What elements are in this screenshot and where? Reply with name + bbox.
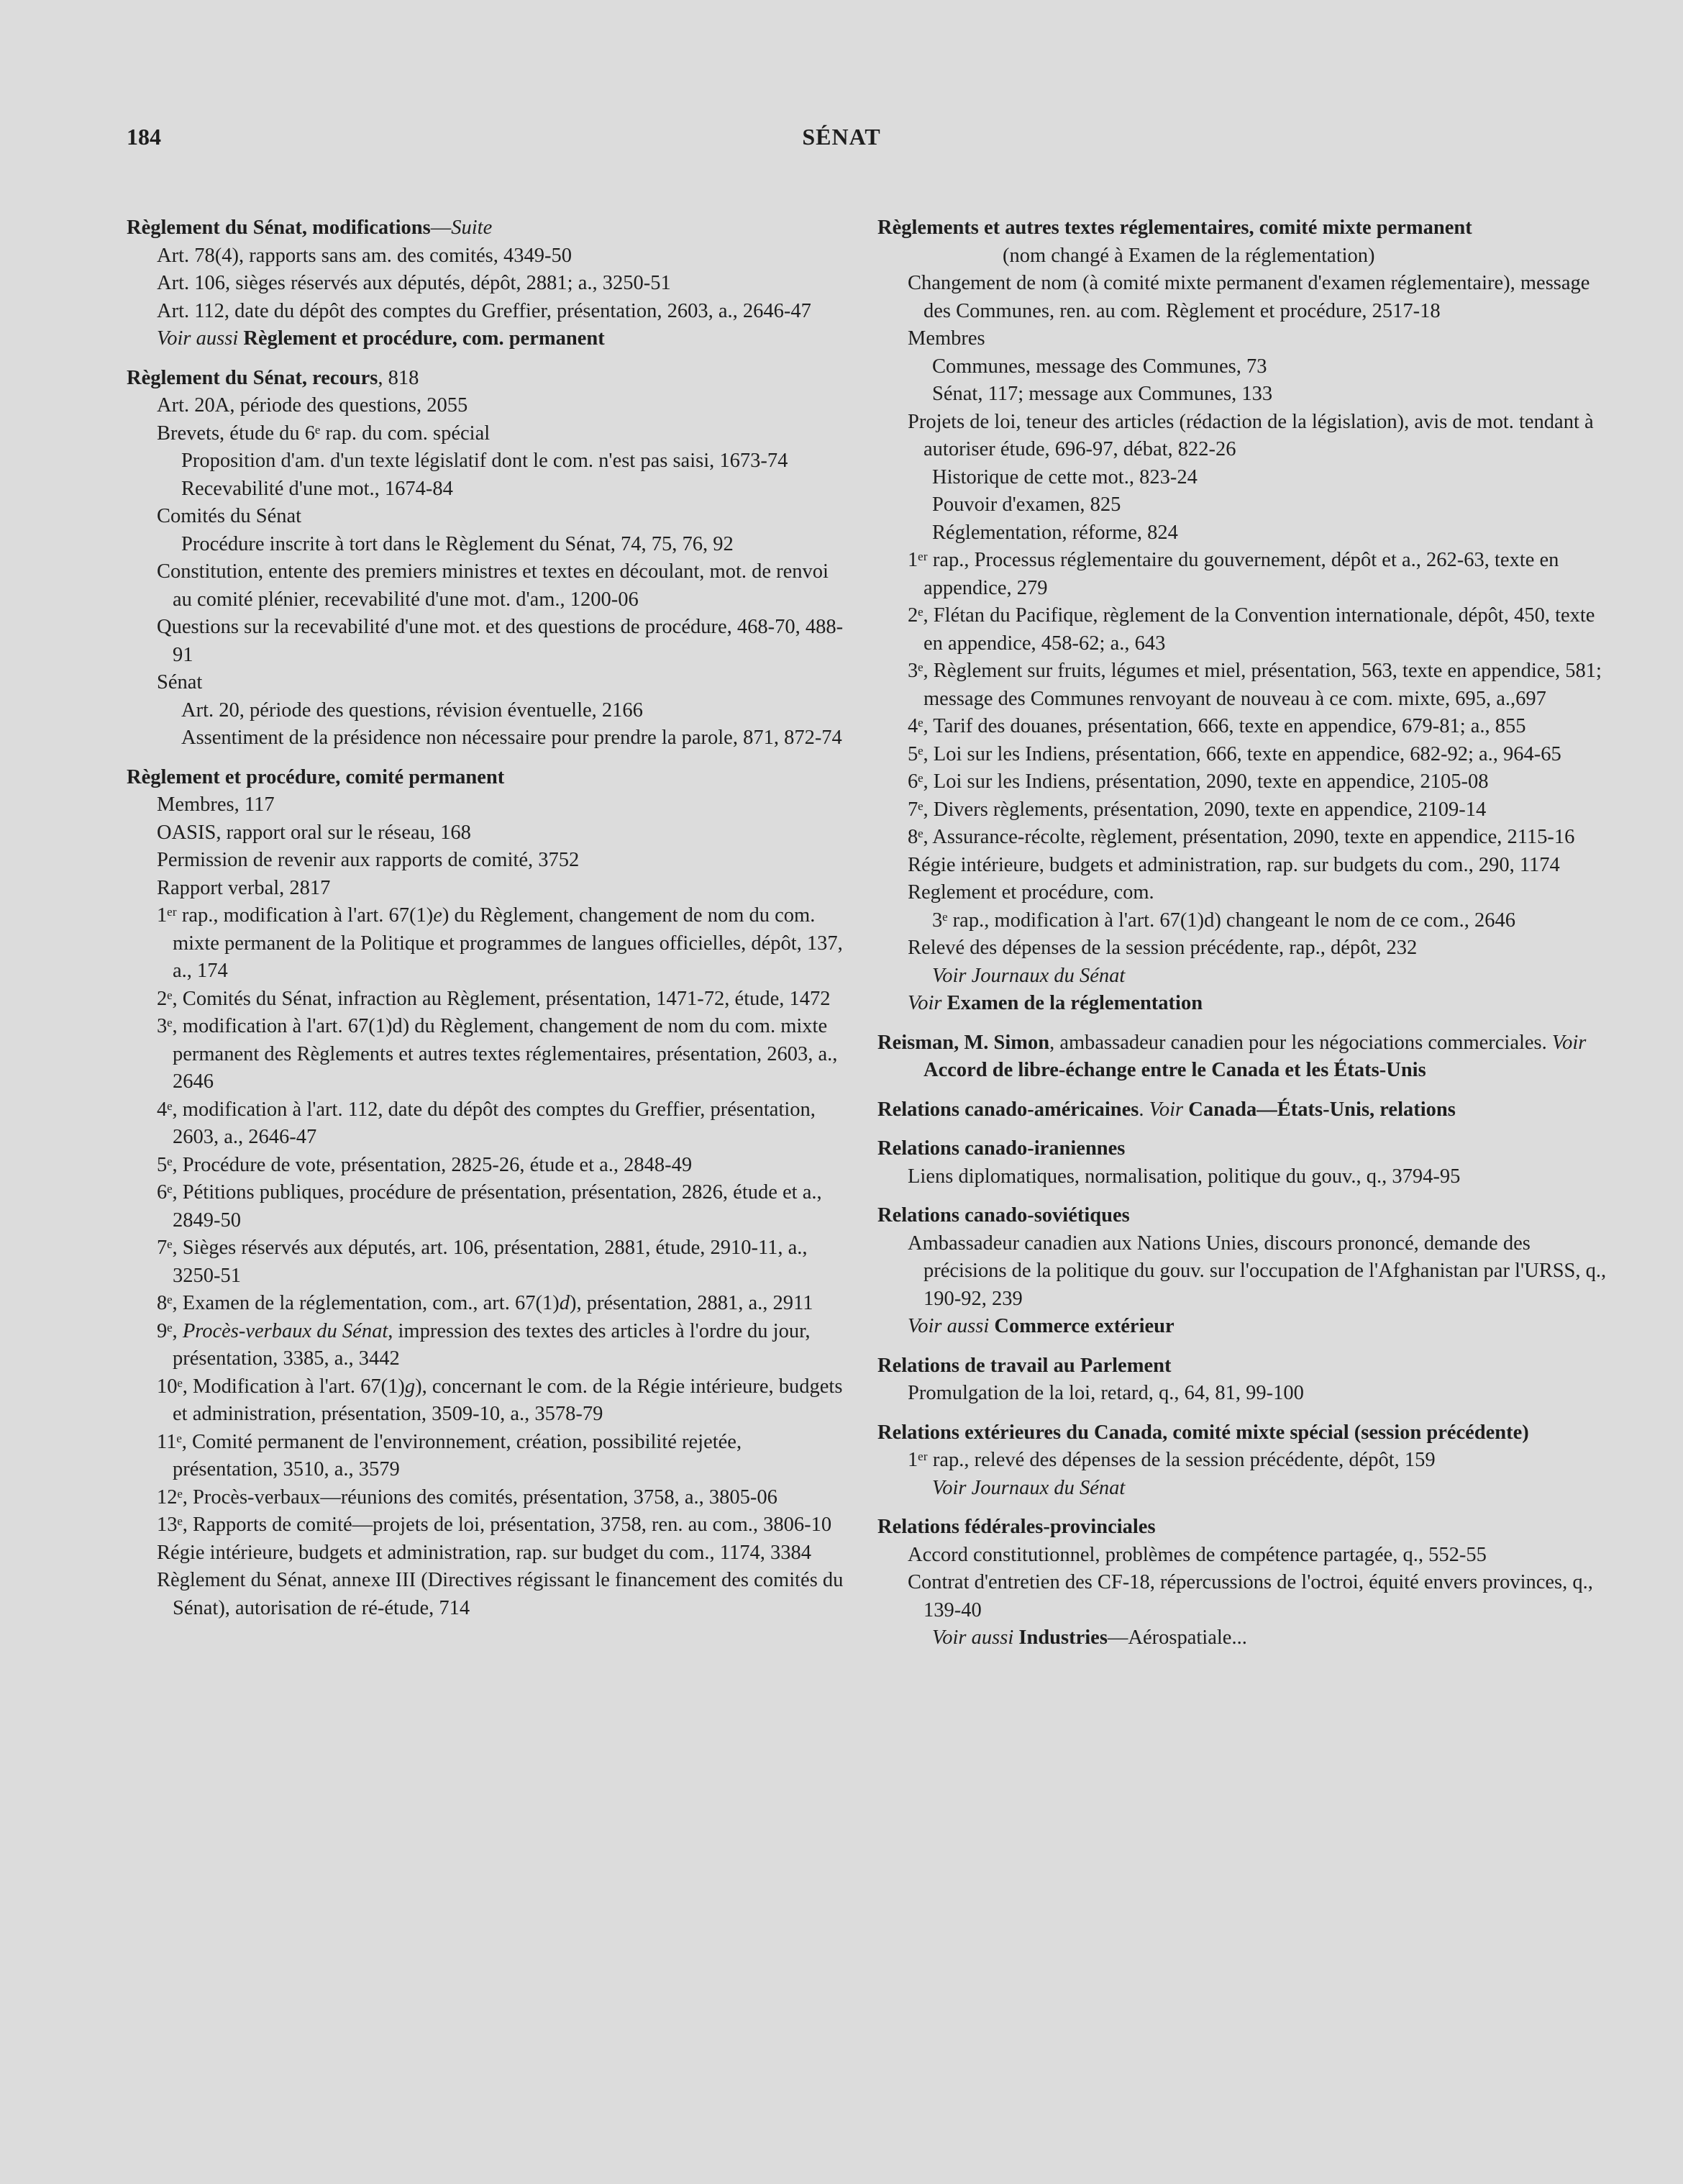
sub-sub-entry: Procédure inscrite à tort dans le Règlement du Sénat, 74, 75, 76, 92 <box>181 532 734 555</box>
entry-heading: Relations canado-iraniennes <box>877 1137 1126 1160</box>
sub-entry: Projets de loi, teneur des articles (rédaction de la législation), avis de mot. tendant à autoriser étude, 696-97, débat, 822-26 <box>908 410 1594 460</box>
report-entry: 4ᵉ, modification à l'art. 112, date du dépôt des comptes du Greffier, présentation, 2603, a., 2646-47 <box>157 1098 816 1148</box>
sub-sub-entry: Pouvoir d'examen, 825 <box>932 493 1121 516</box>
sub-entry: Brevets, étude du 6ᵉ rap. du com. spécial <box>157 422 491 445</box>
see-also-reference: Voir aussi Industries—Aérospatiale... <box>932 1626 1247 1649</box>
report-entry: 2ᵉ, Flétan du Pacifique, règlement de la Convention internationale, dépôt, 450, texte en appendice, 458-62; a., 643 <box>908 604 1595 655</box>
sub-entry: Changement de nom (à comité mixte permanent d'examen réglementaire), message des Communes, ren. au com. Règlement et procédure, 2517-18 <box>908 272 1590 322</box>
index-entry <box>877 1096 1611 1124</box>
sub-entry: Règlement du Sénat, annexe III (Directives régissant le financement des comités du Sénat), autorisation de ré-étude, 714 <box>157 1569 844 1619</box>
entry-heading: Règlement et procédure, comité permanent <box>127 765 505 788</box>
entry-heading: Reisman, M. Simon, ambassadeur canadien pour les négociations commerciales. Voir Accord de libre-échange entre le Canada et les États-Unis <box>877 1031 1587 1081</box>
report-entry: 10ᵉ, Modification à l'art. 67(1)g), concernant le com. de la Régie intérieure, budgets et administration, présentation, 3509-10, a., 3578-79 <box>157 1375 843 1425</box>
sub-entry: Constitution, entente des premiers ministres et textes en découlant, mot. de renvoi au comité plénier, recevabilité d'une mot. d'am., 1200-06 <box>157 560 829 611</box>
index-entry <box>877 1419 1611 1503</box>
sub-entry: OASIS, rapport oral sur le réseau, 168 <box>157 821 471 844</box>
sub-entry: Comités du Sénat <box>157 505 302 527</box>
report-entry: 11ᵉ, Comité permanent de l'environnement, création, possibilité rejetée, présentation, 3510, a., 3579 <box>157 1430 742 1480</box>
index-entry <box>877 1029 1611 1085</box>
sub-sub-entry: Recevabilité d'une mot., 1674-84 <box>181 477 453 500</box>
sub-entry: Régie intérieure, budgets et administration, rap. sur budget du com., 1174, 3384 <box>157 1541 811 1564</box>
sub-entry: Promulgation de la loi, retard, q., 64, 81, 99-100 <box>908 1382 1304 1404</box>
sub-entry: Sénat <box>157 671 203 693</box>
sub-entry: Contrat d'entretien des CF-18, répercussions de l'octroi, équité envers provinces, q., 139-40 <box>908 1571 1593 1621</box>
sub-entry: Relevé des dépenses de la session précédente, rap., dépôt, 232 <box>908 937 1418 959</box>
sub-entry: Liens diplomatiques, normalisation, politique du gouv., q., 3794-95 <box>908 1165 1461 1188</box>
sub-entry: Rapport verbal, 2817 <box>157 876 331 899</box>
sub-sub-entry: 3ᵉ rap., modification à l'art. 67(1)d) changeant le nom de ce com., 2646 <box>932 909 1515 932</box>
sub-entry: Permission de revenir aux rapports de comité, 3752 <box>157 849 580 871</box>
entry-heading: Règlements et autres textes réglementaires, comité mixte permanent <box>877 217 1472 239</box>
index-entry <box>877 1514 1611 1652</box>
report-entry: 5ᵉ, Loi sur les Indiens, présentation, 666, texte en appendice, 682-92; a., 964-65 <box>908 742 1561 765</box>
sub-entry: Art. 78(4), rapports sans am. des comités, 4349-50 <box>157 244 573 267</box>
report-entry: 1ᵉʳ rap., relevé des dépenses de la session précédente, dépôt, 159 <box>908 1449 1436 1471</box>
running-head: SÉNAT <box>802 124 881 150</box>
sub-sub-entry: Proposition d'am. d'un texte législatif dont le com. n'est pas saisi, 1673-74 <box>181 450 788 472</box>
entry-heading: Règlement du Sénat, recours, 818 <box>127 366 419 389</box>
sub-sub-entry: Assentiment de la présidence non nécessaire pour prendre la parole, 871, 872-74 <box>181 727 842 749</box>
report-entry: 12ᵉ, Procès-verbaux—réunions des comités, présentation, 3758, a., 3805-06 <box>157 1485 777 1509</box>
see-reference: Voir Examen de la réglementation <box>908 992 1203 1014</box>
sub-entry: Questions sur la recevabilité d'une mot. et des questions de procédure, 468-70, 488-91 <box>157 616 844 666</box>
entry-note: (nom changé à Examen de la réglementation) <box>1003 244 1375 267</box>
report-entry: 1ᵉʳ rap., Processus réglementaire du gouvernement, dépôt et a., 262-63, texte en appendice, 279 <box>908 549 1559 599</box>
index-entry <box>127 365 846 752</box>
entry-heading: Règlement du Sénat, modifications—Suite <box>127 217 493 239</box>
report-entry: 3ᵉ, modification à l'art. 67(1)d) du Règlement, changement de nom du com. mixte permanent des Règlements et autres textes réglementaires, présentation, 2603, a., 2646 <box>157 1015 838 1093</box>
sub-entry: Membres, 117 <box>157 793 275 816</box>
index-entry <box>877 1135 1611 1191</box>
sub-entry: Régie intérieure, budgets et administration, rap. sur budgets du com., 290, 1174 <box>908 853 1560 876</box>
entry-heading: Relations de travail au Parlement <box>877 1354 1172 1377</box>
index-entry <box>127 214 846 353</box>
sub-entry: Reglement et procédure, com. <box>908 881 1154 904</box>
report-entry: 8ᵉ, Assurance-récolte, règlement, présentation, 2090, texte en appendice, 2115-16 <box>908 826 1575 848</box>
sub-entry: Membres <box>908 327 985 350</box>
sub-sub-entry: Réglementation, réforme, 824 <box>932 521 1178 544</box>
right-column <box>877 214 1611 1664</box>
report-entry: 2ᵉ, Comités du Sénat, infraction au Règlement, présentation, 1471-72, étude, 1472 <box>157 987 831 1010</box>
report-entry: 1ᵉʳ rap., modification à l'art. 67(1)e) du Règlement, changement de nom du com. mixte permanent de la Politique et programmes de langues officielles, dépôt, 137, a., 174 <box>157 904 843 982</box>
see-reference: Voir Journaux du Sénat <box>932 964 1126 987</box>
report-entry: 9ᵉ, Procès-verbaux du Sénat, impression des textes des articles à l'ordre du jour, présentation, 3385, a., 3442 <box>157 1319 811 1370</box>
report-entry: 13ᵉ, Rapports de comité—projets de loi, présentation, 3758, ren. au com., 3806-10 <box>157 1514 832 1536</box>
entry-heading: Relations canado-américaines. Voir Canada—États-Unis, relations <box>877 1098 1456 1121</box>
sub-entry: Art. 112, date du dépôt des comptes du Greffier, présentation, 2603, a., 2646-47 <box>157 299 811 322</box>
sub-entry: Art. 106, sièges réservés aux députés, dépôt, 2881; a., 3250-51 <box>157 272 671 294</box>
sub-entry: Accord constitutionnel, problèmes de compétence partagée, q., 552-55 <box>908 1543 1487 1566</box>
index-entry <box>877 1352 1611 1408</box>
left-column <box>127 214 846 1634</box>
sub-sub-entry: Sénat, 117; message aux Communes, 133 <box>932 383 1273 405</box>
index-entry <box>877 214 1611 1018</box>
sub-sub-entry: Communes, message des Communes, 73 <box>932 355 1267 378</box>
index-entry <box>877 1202 1611 1341</box>
report-entry: 6ᵉ, Pétitions publiques, procédure de présentation, présentation, 2826, étude et a., 2849-50 <box>157 1181 822 1232</box>
sub-sub-entry: Art. 20, période des questions, révision éventuelle, 2166 <box>181 699 643 722</box>
report-entry: 7ᵉ, Sièges réservés aux députés, art. 106, présentation, 2881, étude, 2910-11, a., 3250-51 <box>157 1237 808 1287</box>
see-also-reference: Voir aussi Commerce extérieur <box>908 1315 1175 1337</box>
page-number: 184 <box>127 124 161 150</box>
sub-entry: Ambassadeur canadien aux Nations Unies, discours prononcé, demande des précisions de la politique du gouv. sur l'occupation de l'Afghanistan par l'URSS, q., 190-92, 239 <box>908 1232 1607 1310</box>
index-entry <box>127 764 846 1623</box>
entry-heading: Relations fédérales-provinciales <box>877 1516 1156 1538</box>
report-entry: 8ᵉ, Examen de la réglementation, com., art. 67(1)d), présentation, 2881, a., 2911 <box>157 1292 813 1314</box>
sub-sub-entry: Historique de cette mot., 823-24 <box>932 465 1198 488</box>
entry-heading: Relations extérieures du Canada, comité mixte spécial (session précédente) <box>877 1421 1529 1444</box>
report-entry: 5ᵉ, Procédure de vote, présentation, 2825-26, étude et a., 2848-49 <box>157 1153 693 1176</box>
report-entry: 7ᵉ, Divers règlements, présentation, 2090, texte en appendice, 2109-14 <box>908 798 1487 821</box>
report-entry: 3ᵉ, Règlement sur fruits, légumes et miel, présentation, 563, texte en appendice, 581; message des Communes renvoyant de nouveau à ce com. mixte, 695, a.,697 <box>908 660 1602 710</box>
see-reference: Voir Journaux du Sénat <box>932 1476 1126 1499</box>
sub-entry: Art. 20A, période des questions, 2055 <box>157 394 468 417</box>
see-also-reference: Voir aussi Règlement et procédure, com. permanent <box>157 327 605 350</box>
report-entry: 6ᵉ, Loi sur les Indiens, présentation, 2090, texte en appendice, 2105-08 <box>908 770 1489 793</box>
report-entry: 4ᵉ, Tarif des douanes, présentation, 666, texte en appendice, 679-81; a., 855 <box>908 715 1526 737</box>
entry-heading: Relations canado-soviétiques <box>877 1204 1130 1227</box>
